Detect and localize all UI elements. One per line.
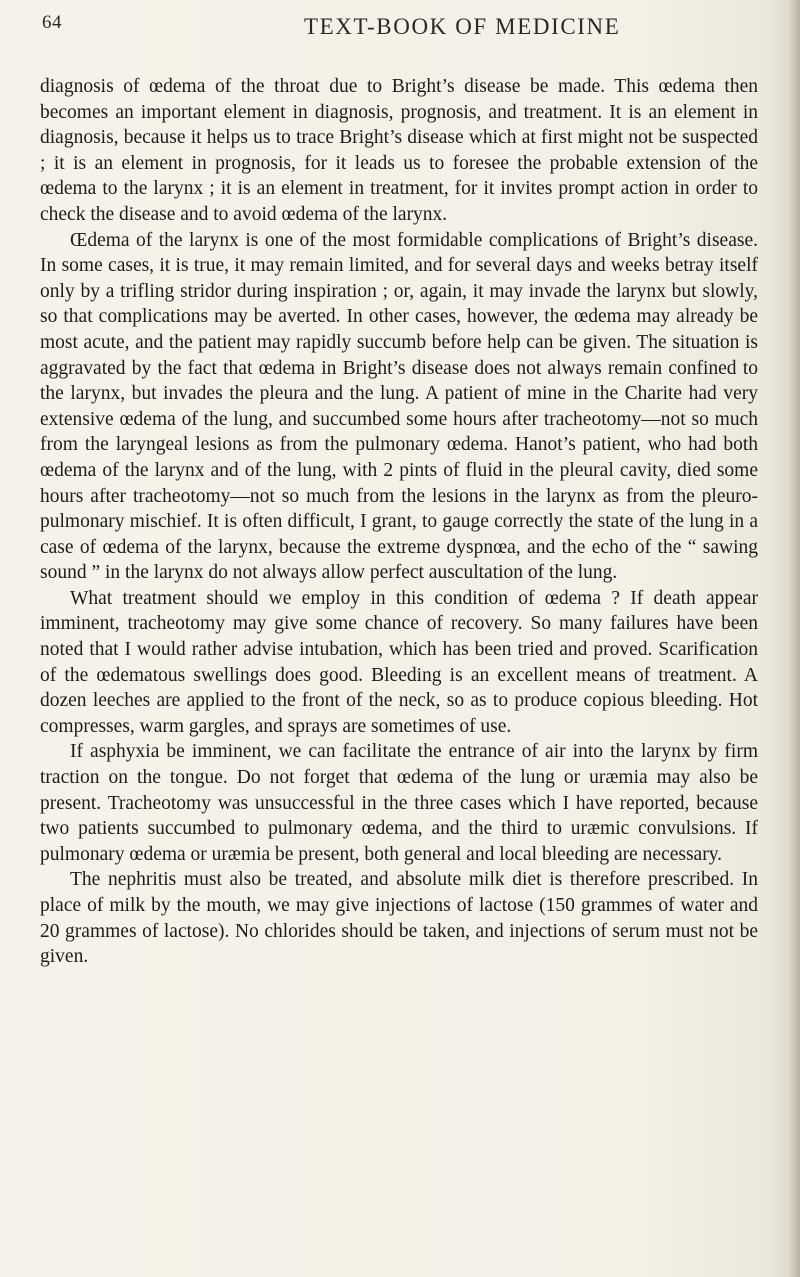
body-text	[40, 74, 758, 970]
page-edge-shadow	[788, 0, 800, 1277]
paragraph-continuation: diagnosis of œdema of the throat due to Bright’s disease be made. This œdema then becomes an important element in diagnosis, prognosis, and treatment. It is an element in diagnosis, because it helps us to trace Bright’s disease which at first might not be suspected ; it is an element in prognosis, for it leads us to foresee the probable extension of the œdema to the larynx ; it is an element in treatment, for it invites prompt action in order to check the disease and to avoid œdema of the larynx.	[40, 76, 758, 225]
paragraph-nephritis: The nephritis must also be treated, and absolute milk diet is therefore prescribed. In place of milk by the mouth, we may give injections of lactose (150 grammes of water and 20 grammes of lactose). No chlorides should be taken, and injections of serum must not be given.	[40, 869, 758, 968]
running-head	[42, 12, 758, 42]
paragraph-asphyxia: If asphyxia be imminent, we can facilitate the entrance of air into the larynx by firm traction on the tongue. Do not forget that œdema of the lung or uræmia may also be present. Tracheotomy was unsuccessful in the three cases which I have reported, because two patients succumbed to pulmonary œdema, and the third to uræmic convulsions. If pulmonary œdema or uræmia be present, both general and local bleeding are necessary.	[40, 741, 758, 865]
header-title: TEXT-BOOK OF MEDICINE	[304, 14, 621, 39]
page-number: 64	[42, 12, 62, 33]
paragraph-laryngeal-oedema: Œdema of the larynx is one of the most formidable complications of Bright’s disease. In some cases, it is true, it may remain limited, and for several days and weeks betray itself only by a trifling stridor during inspiration ; or, again, it may invade the larynx but slowly, so that complications may be averted. In other cases, however, the œdema may already be most acute, and the patient may rapidly succumb before help can be given. The situation is aggravated by the fact that œdema in Bright’s disease does not always remain confined to the larynx, but invades the pleura and the lung. A patient of mine in the Charite had very extensive œdema of the lung, and succumbed some hours after tracheotomy—not so much from the laryngeal lesions as from the pulmonary œdema. Hanot’s patient, who had both œdema of the larynx and of the lung, with 2 pints of fluid in the pleural cavity, died some hours after tracheotomy—not so much from the lesions in the larynx as from the pleuro-pulmonary mischief. It is often difficult, I grant, to gauge correctly the state of the lung in a case of œdema of the larynx, because the extreme dyspnœa, and the echo of the “ sawing sound ” in the larynx do not always allow perfect auscultation of the lung.	[40, 229, 758, 584]
paragraph-treatment: What treatment should we employ in this condition of œdema ? If death appear imminent, tracheotomy may give some chance of recovery. So many failures have been noted that I would rather advise intubation, which has been tried and proved. Scarification of the œdematous swellings does good. Bleeding is an excellent means of treatment. A dozen leeches are applied to the front of the neck, so as to produce copious bleeding. Hot compresses, warm gargles, and sprays are sometimes of use.	[40, 587, 758, 737]
